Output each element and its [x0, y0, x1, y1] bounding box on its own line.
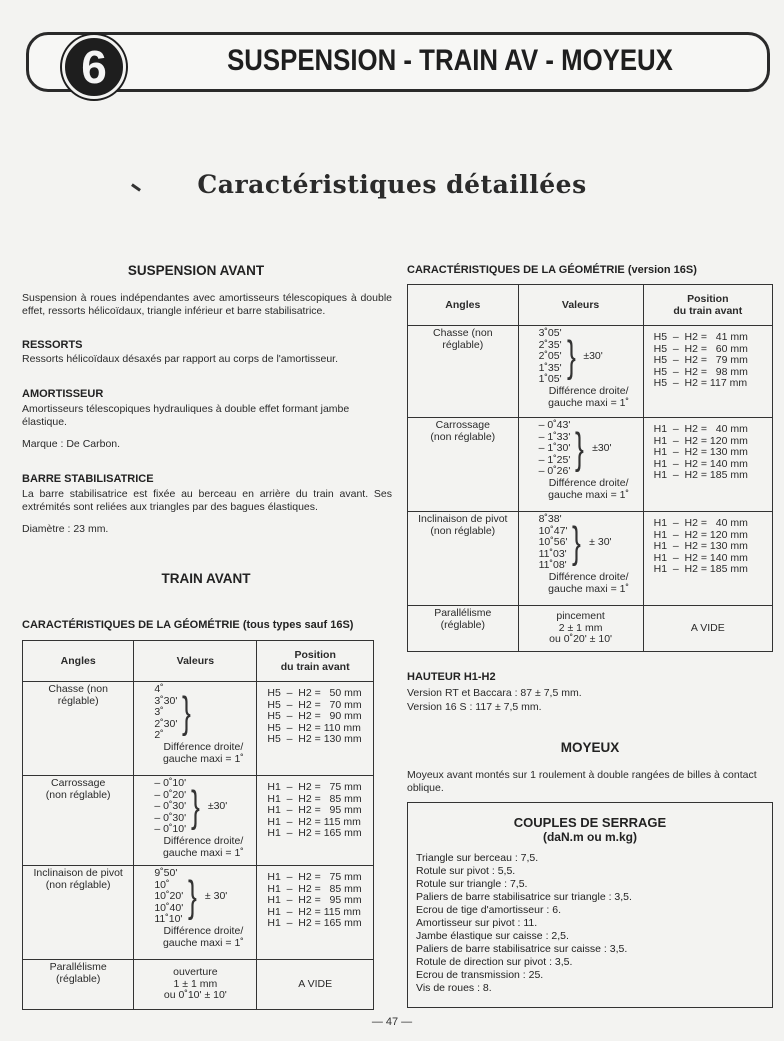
angle-cell: Inclinaison de pivot (non réglable) — [23, 866, 134, 960]
position-line: H5 – H2 = 50 mm — [267, 687, 362, 699]
position-line: H5 – H2 = 130 mm — [267, 733, 362, 746]
table-row — [408, 606, 773, 652]
value-line: 4˚ — [154, 683, 164, 695]
values-cell: pincement 2 ± 1 mm ou 0˚20' ± 10' — [518, 606, 643, 652]
angle-cell: Chasse (non réglable) — [23, 682, 134, 776]
position-lines — [654, 518, 768, 576]
values-lines — [154, 684, 177, 742]
position-cell: A VIDE — [643, 606, 772, 652]
value-line: 10˚56' — [538, 536, 568, 549]
ressorts-text: Ressorts hélicoïdaux désaxés par rapport au corps de l'amortisseur. — [22, 353, 338, 365]
serrage-item: Paliers de barre stabilisatrice sur triangle : 3,5. — [416, 891, 632, 903]
values-cell — [134, 866, 257, 960]
position-line: H5 – H2 = 90 mm — [267, 710, 362, 723]
position-lines — [267, 688, 369, 746]
position-line: H1 – H2 = 95 mm — [267, 894, 362, 907]
angle-cell: Carrossage (non réglable) — [23, 776, 134, 866]
table-header-cell: Valeurs — [134, 641, 257, 682]
table-header-row — [408, 285, 773, 326]
position-lines — [654, 332, 768, 390]
values-cell — [518, 326, 643, 418]
table-header-cell: Angles — [408, 285, 519, 326]
position-line: H1 – H2 = 130 mm — [653, 540, 748, 553]
position-lines — [267, 872, 369, 930]
page-number: — 47 — — [371, 1016, 413, 1028]
values-lines — [539, 420, 571, 478]
position-line: H1 – H2 = 165 mm — [267, 917, 362, 930]
angle-cell: Chasse (non réglable) — [408, 326, 519, 418]
tolerance-value: ± 30' — [589, 536, 612, 549]
position-line: H1 – H2 = 130 mm — [653, 446, 748, 459]
value-line: 3˚ — [154, 706, 164, 719]
geometry-right-heading: CARACTÉRISTIQUES DE LA GÉOMÉTRIE (version 16S) — [407, 264, 697, 276]
value-line: 10˚47' — [538, 524, 568, 537]
serrage-item: Amortisseur sur pivot : 11. — [416, 917, 538, 929]
value-line: 9˚50' — [154, 867, 178, 879]
value-line: 2˚ — [154, 729, 164, 742]
position-line: H1 – H2 = 140 mm — [653, 551, 748, 564]
angle-cell: Carrossage (non réglable) — [408, 418, 519, 512]
position-cell — [257, 682, 374, 776]
position-cell — [257, 776, 374, 866]
amortisseur-heading: AMORTISSEUR — [22, 388, 104, 400]
value-line: 3˚30' — [154, 694, 178, 707]
values-group — [539, 420, 639, 478]
geometry-table-right — [407, 284, 773, 652]
ressorts-heading: RESSORTS — [22, 339, 83, 351]
position-line: H1 – H2 = 85 mm — [267, 792, 362, 805]
values-group — [539, 328, 639, 386]
position-line: H1 – H2 = 85 mm — [267, 882, 362, 895]
position-line: H1 – H2 = 40 mm — [653, 517, 748, 529]
values-cell — [134, 776, 257, 866]
serrage-item: Paliers de barre stabilisatrice sur caisse : 3,5. — [416, 943, 628, 955]
values-group — [154, 778, 252, 836]
tolerance-value: ±30' — [583, 350, 603, 363]
position-line: H5 – H2 = 41 mm — [653, 331, 748, 343]
angle-cell: Parallélisme (réglable) — [408, 606, 519, 652]
position-cell — [643, 418, 772, 512]
geometry-table — [22, 640, 374, 1010]
position-line: H1 – H2 = 115 mm — [267, 815, 361, 828]
position-line: H1 – H2 = 75 mm — [267, 781, 362, 793]
position-lines — [267, 782, 369, 840]
brace-icon: } — [575, 423, 585, 473]
moyeux-heading: MOYEUX — [560, 740, 620, 755]
serrage-item: Triangle sur berceau : 7,5. — [416, 852, 539, 864]
value-line: 10˚40' — [154, 901, 184, 914]
hauteur-line-1: Version RT et Baccara : 87 ± 7,5 mm. — [407, 687, 582, 699]
difference-note: Différence droite/ gauche maxi = 1˚ — [548, 384, 630, 409]
brace-icon: } — [188, 871, 197, 921]
barre-heading: BARRE STABILISATRICE — [22, 473, 154, 485]
value-line: 2˚30' — [154, 717, 178, 730]
value-line: – 0˚30' — [154, 811, 187, 824]
serrage-item: Ecrou de tige d'amortisseur : 6. — [416, 904, 561, 916]
hauteur-heading: HAUTEUR H1-H2 — [407, 671, 496, 683]
difference-note: Différence droite/ gauche maxi = 1˚ — [548, 476, 630, 501]
difference-note: Différence droite/ gauche maxi = 1˚ — [548, 570, 630, 595]
value-line: – 1˚30' — [538, 442, 571, 455]
table-row — [408, 418, 773, 512]
position-line: H1 – H2 = 75 mm — [267, 871, 362, 883]
table-header-row — [23, 641, 374, 682]
values-cell: ouverture 1 ± 1 mm ou 0˚10' ± 10' — [134, 960, 257, 1010]
difference-note: Différence droite/ gauche maxi = 1˚ — [162, 924, 244, 949]
values-lines — [539, 514, 568, 572]
value-line: – 0˚26' — [538, 465, 571, 478]
suspension-avant-heading: SUSPENSION AVANT — [127, 263, 265, 278]
train-avant-heading: TRAIN AVANT — [161, 571, 251, 586]
position-lines — [654, 424, 768, 482]
difference-note: Différence droite/ gauche maxi = 1˚ — [162, 740, 244, 765]
value-line: – 1˚25' — [538, 453, 571, 466]
value-line: – 1˚33' — [538, 430, 571, 443]
suspension-intro: Suspension à roues indépendantes avec amortisseurs télescopiques à double effet, ressorts hélicoïdaux, triangle inférieur et barre stabilisatrice. — [22, 292, 392, 317]
table-row — [408, 512, 773, 606]
table-row — [23, 776, 374, 866]
amortisseur-text: Amortisseurs télescopiques hydrauliques à double effet formant jambe élastique. — [22, 403, 350, 428]
position-line: H1 – H2 = 185 mm — [653, 563, 748, 576]
couples-serrage-box — [407, 802, 773, 1008]
position-line: H1 – H2 = 40 mm — [653, 423, 748, 435]
moyeux-text: Moyeux avant montés sur 1 roulement à double rangées de billes à contact oblique. — [407, 769, 757, 794]
position-line: H1 – H2 = 165 mm — [267, 827, 362, 840]
position-line: H1 – H2 = 140 mm — [653, 457, 748, 470]
position-line: H5 – H2 = 98 mm — [653, 365, 748, 378]
position-cell — [643, 512, 772, 606]
table-header-cell: Valeurs — [518, 285, 643, 326]
value-line: 11˚10' — [154, 913, 183, 926]
brace-icon: } — [191, 781, 200, 831]
tolerance-value: ±30' — [207, 800, 228, 813]
position-cell: A VIDE — [257, 960, 374, 1010]
table-row — [23, 682, 374, 776]
value-line: – 0˚30' — [154, 800, 187, 813]
position-line: H1 – H2 = 120 mm — [653, 434, 748, 447]
serrage-subtitle: (daN.m ou m.kg) — [542, 830, 637, 844]
chapter-number-badge: 6 — [62, 35, 126, 99]
position-line: H5 – H2 = 117 mm — [653, 377, 748, 390]
position-line: H5 – H2 = 110 mm — [267, 721, 361, 734]
position-line: H1 – H2 = 185 mm — [653, 469, 748, 482]
angle-cell: Inclinaison de pivot (non réglable) — [408, 512, 519, 606]
table-row — [408, 326, 773, 418]
geometry-left-heading: CARACTÉRISTIQUES DE LA GÉOMÉTRIE (tous types sauf 16S) — [22, 619, 354, 631]
value-line: – 0˚10' — [154, 823, 187, 836]
values-lines — [154, 778, 186, 836]
serrage-item: Rotule sur triangle : 7,5. — [416, 878, 528, 890]
tolerance-value: ± 30' — [204, 890, 228, 903]
value-line: 10˚ — [154, 878, 170, 891]
brace-icon: } — [566, 331, 576, 381]
diametre-text: Diamètre : 23 mm. — [22, 523, 109, 535]
value-line: 1˚35' — [538, 361, 562, 374]
value-line: 11˚03' — [538, 547, 567, 560]
hauteur-line-2: Version 16 S : 117 ± 7,5 mm. — [407, 701, 542, 713]
value-line: – 0˚20' — [154, 788, 187, 801]
values-cell — [518, 512, 643, 606]
position-line: H1 – H2 = 120 mm — [653, 528, 748, 541]
serrage-item: Rotule sur pivot : 5,5. — [416, 865, 516, 877]
serrage-list — [416, 852, 772, 995]
geometry-table — [407, 284, 773, 652]
values-group — [539, 514, 639, 572]
tolerance-value: ±30' — [592, 442, 612, 455]
serrage-item: Rotule de direction sur pivot : 3,5. — [416, 956, 573, 968]
position-line: H1 – H2 = 95 mm — [267, 804, 362, 817]
brace-icon: } — [182, 687, 192, 737]
angle-cell: Parallélisme (réglable) — [23, 960, 134, 1010]
value-line: 2˚35' — [538, 338, 562, 351]
values-cell — [518, 418, 643, 512]
values-lines — [154, 868, 183, 926]
value-line: 1˚05' — [538, 373, 562, 386]
serrage-title: COUPLES DE SERRAGE — [513, 815, 667, 830]
value-line: 8˚38' — [538, 513, 562, 525]
brace-icon: } — [572, 517, 582, 567]
value-line: 3˚05' — [538, 327, 562, 339]
table-header-cell: Angles — [23, 641, 134, 682]
values-group — [154, 684, 252, 742]
position-cell — [257, 866, 374, 960]
values-cell — [134, 682, 257, 776]
position-cell — [643, 326, 772, 418]
barre-text: La barre stabilisatrice est fixée au berceau en arrière du train avant. Ses extrémités sont reliées aux triangles par des bagues élastiques. — [22, 488, 392, 513]
values-group — [154, 868, 252, 926]
serrage-item: Jambe élastique sur caisse : 2,5. — [416, 930, 569, 942]
geometry-table-left — [22, 640, 374, 1010]
value-line: – 0˚10' — [154, 777, 187, 789]
table-row — [23, 960, 374, 1010]
serrage-item: Ecrou de transmission : 25. — [416, 969, 544, 981]
position-line: H5 – H2 = 70 mm — [267, 698, 362, 711]
marque-text: Marque : De Carbon. — [22, 438, 121, 450]
position-line: H5 – H2 = 79 mm — [653, 354, 748, 367]
main-title: Caractéristiques détaillées — [197, 170, 587, 199]
value-line: 10˚20' — [154, 890, 184, 903]
values-lines — [539, 328, 562, 386]
difference-note: Différence droite/ gauche maxi = 1˚ — [162, 834, 244, 859]
position-line: H5 – H2 = 60 mm — [653, 342, 748, 355]
value-line: 11˚08' — [538, 559, 567, 572]
chapter-title: SUSPENSION - TRAIN AV - MOYEUX — [227, 44, 673, 77]
serrage-item: Vis de roues : 8. — [416, 982, 492, 994]
value-line: – 0˚43' — [538, 419, 571, 431]
position-line: H1 – H2 = 115 mm — [267, 905, 361, 918]
table-row — [23, 866, 374, 960]
value-line: 2˚05' — [538, 350, 562, 363]
table-header-cell: Position du train avant — [257, 641, 374, 682]
table-header-cell: Position du train avant — [643, 285, 772, 326]
